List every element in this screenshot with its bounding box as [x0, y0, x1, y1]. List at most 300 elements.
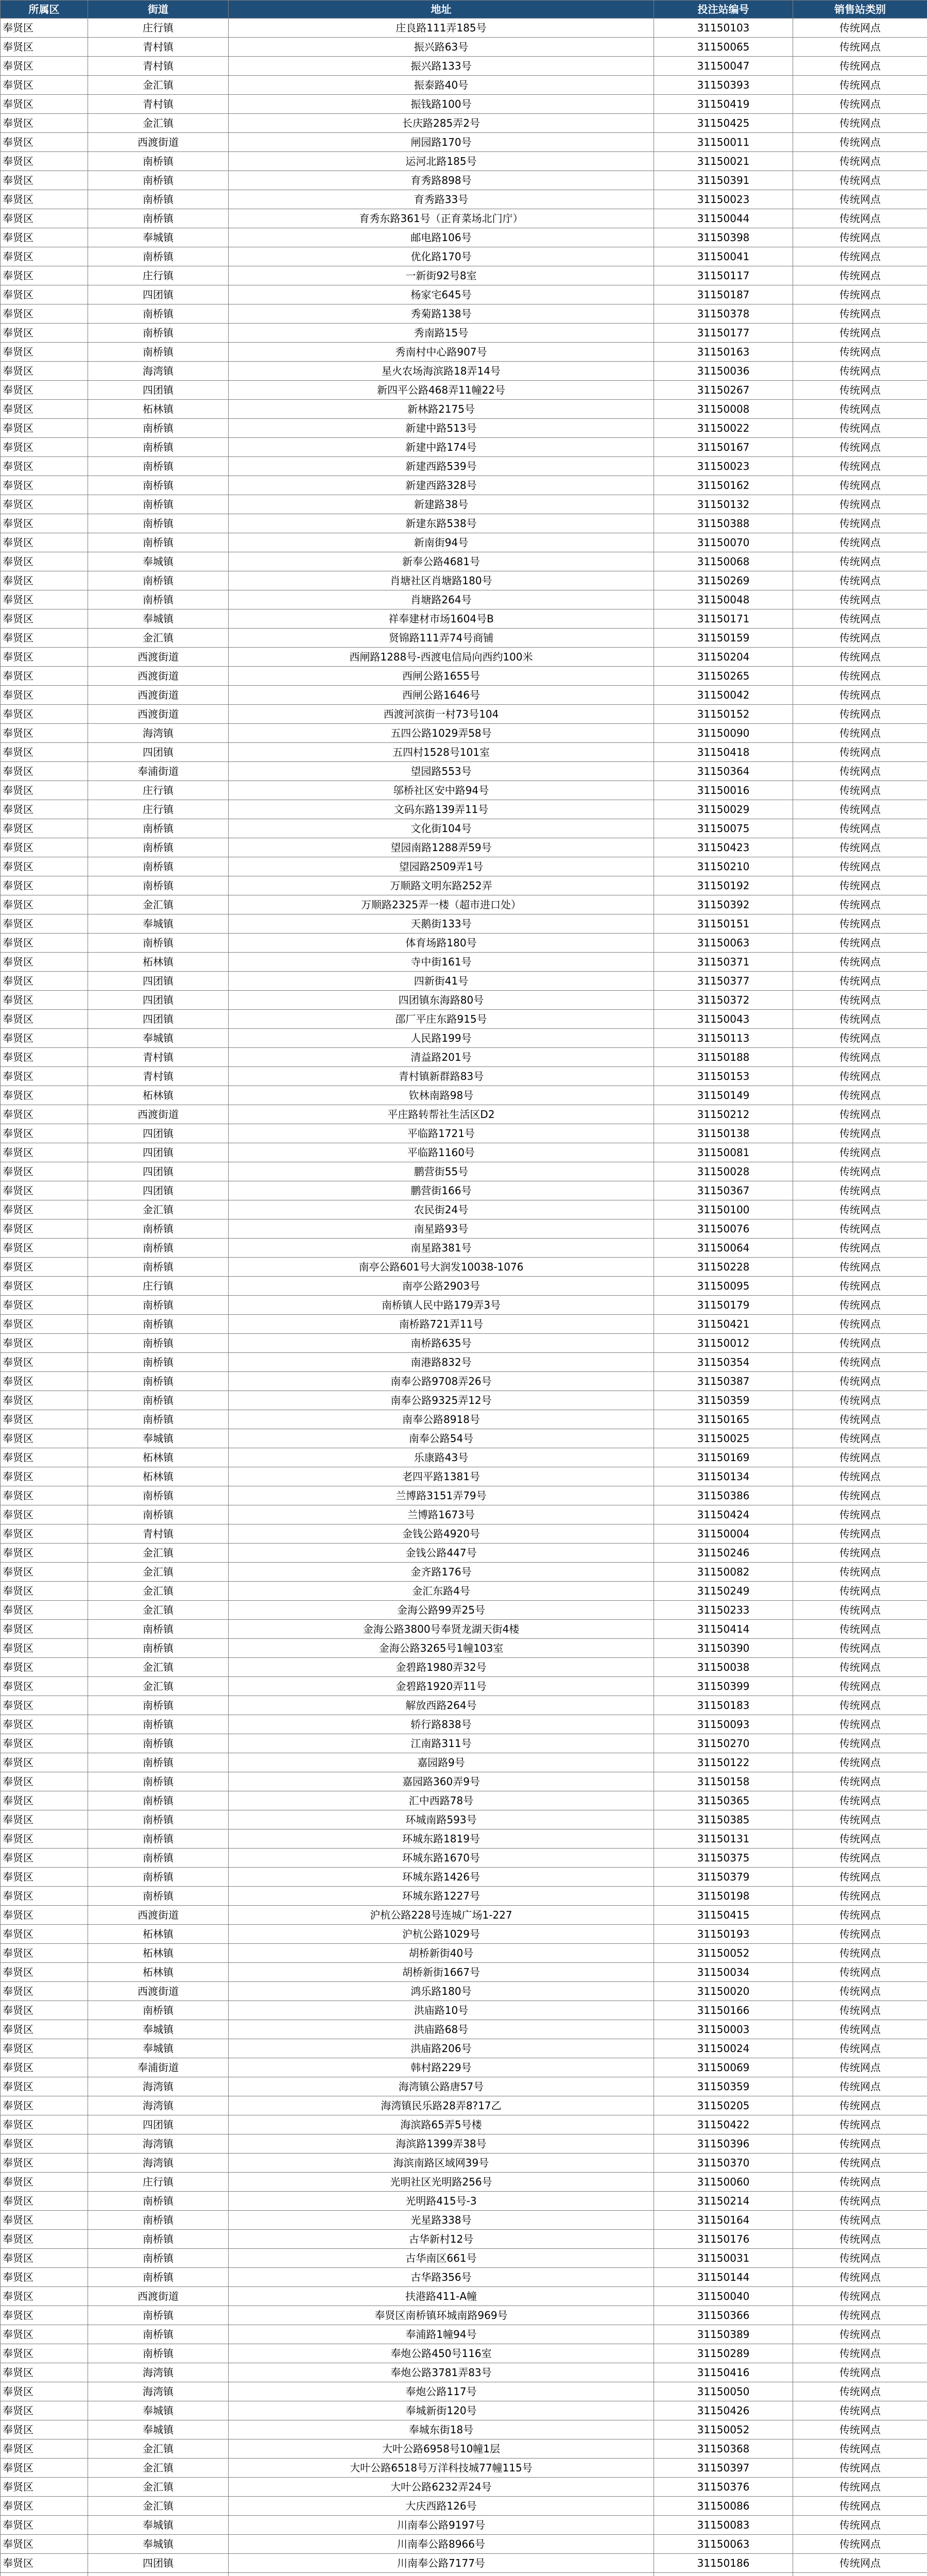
address-cell: 环城东路1819号 [229, 1829, 654, 1849]
station-type-cell: 传统网点 [793, 1677, 927, 1696]
street-cell: 金汇镇 [88, 1677, 229, 1696]
station-number-cell: 31150153 [654, 1067, 793, 1086]
street-cell: 南桥镇 [88, 1639, 229, 1658]
station-type-cell: 传统网点 [793, 2516, 927, 2535]
district-cell: 奉贤区 [1, 1906, 88, 1925]
street-cell: 庄行镇 [88, 19, 229, 38]
table-row [1, 2154, 927, 2173]
station-number-cell: 31150166 [654, 2001, 793, 2020]
district-cell: 奉贤区 [1, 114, 88, 133]
address-cell: 闸园路170号 [229, 133, 654, 152]
district-cell: 奉贤区 [1, 2268, 88, 2287]
table-row [1, 1734, 927, 1753]
table-row [1, 1181, 927, 1200]
address-cell: 金汇东路4号 [229, 1582, 654, 1601]
district-cell: 奉贤区 [1, 819, 88, 838]
address-cell: 望园路2509弄1号 [229, 857, 654, 876]
station-type-cell: 传统网点 [793, 667, 927, 686]
street-cell: 南桥镇 [88, 1410, 229, 1429]
station-number-cell: 31150151 [654, 914, 793, 934]
district-cell: 奉贤区 [1, 457, 88, 476]
district-cell: 奉贤区 [1, 2192, 88, 2211]
address-cell: 大叶公路6232弄24号 [229, 2478, 654, 2497]
station-number-cell: 31150177 [654, 324, 793, 343]
table-row [1, 1315, 927, 1334]
address-cell: 光明路415号-3 [229, 2192, 654, 2211]
station-type-cell: 传统网点 [793, 285, 927, 304]
address-cell: 环城东路1426号 [229, 1868, 654, 1887]
address-cell: 鸿乐路180号 [229, 1982, 654, 2001]
street-cell: 南桥镇 [88, 1734, 229, 1753]
district-cell: 奉贤区 [1, 1944, 88, 1963]
table-row [1, 2268, 927, 2287]
station-type-cell: 传统网点 [793, 1524, 927, 1544]
station-number-cell: 31150415 [654, 1906, 793, 1925]
address-cell: 洪庙路10号 [229, 2001, 654, 2020]
table-row [1, 1067, 927, 1086]
station-number-cell: 31150042 [654, 686, 793, 705]
station-type-cell: 传统网点 [793, 381, 927, 400]
station-number-cell: 31150359 [654, 1391, 793, 1410]
table-row [1, 2173, 927, 2192]
address-cell: 新建中路174号 [229, 438, 654, 457]
district-cell: 奉贤区 [1, 1296, 88, 1315]
station-number-cell: 31150064 [654, 1239, 793, 1258]
station-type-cell: 传统网点 [793, 343, 927, 362]
district-cell: 奉贤区 [1, 2020, 88, 2039]
station-type-cell: 传统网点 [793, 2020, 927, 2039]
district-cell: 奉贤区 [1, 1849, 88, 1868]
address-cell: 新林路2175号 [229, 400, 654, 419]
address-cell: 轿行路838号 [229, 1715, 654, 1734]
station-type-cell: 传统网点 [793, 1410, 927, 1429]
station-type-cell: 传统网点 [793, 247, 927, 266]
station-type-cell: 传统网点 [793, 1200, 927, 1219]
table-row [1, 1162, 927, 1181]
street-cell: 庄行镇 [88, 800, 229, 819]
table-row [1, 1410, 927, 1429]
district-cell: 奉贤区 [1, 2211, 88, 2230]
district-cell: 奉贤区 [1, 285, 88, 304]
table-row [1, 876, 927, 895]
street-cell: 四团镇 [88, 381, 229, 400]
address-cell: 邮电路106号 [229, 228, 654, 247]
district-cell: 奉贤区 [1, 190, 88, 209]
station-number-cell: 31150183 [654, 1696, 793, 1715]
district-cell: 奉贤区 [1, 1410, 88, 1429]
station-number-cell: 31150179 [654, 1296, 793, 1315]
street-cell: 南桥镇 [88, 533, 229, 552]
address-cell: 新建西路328号 [229, 476, 654, 495]
station-type-cell: 传统网点 [793, 133, 927, 152]
table-row [1, 2249, 927, 2268]
street-cell: 西渡街道 [88, 1982, 229, 2001]
table-row [1, 1277, 927, 1296]
street-cell: 西渡街道 [88, 667, 229, 686]
table-row [1, 2230, 927, 2249]
station-number-cell: 31150289 [654, 2344, 793, 2363]
street-cell: 青村镇 [88, 1524, 229, 1544]
district-cell: 奉贤区 [1, 1810, 88, 1829]
street-cell: 四团镇 [88, 1143, 229, 1162]
table-row [1, 590, 927, 609]
table-row [1, 2439, 927, 2459]
station-type-cell: 传统网点 [793, 2077, 927, 2096]
station-type-cell: 传统网点 [793, 2287, 927, 2306]
station-type-cell: 传统网点 [793, 1753, 927, 1772]
station-number-cell: 31150023 [654, 190, 793, 209]
address-cell: 新建东路538号 [229, 514, 654, 533]
station-number-cell: 31150044 [654, 209, 793, 228]
table-row [1, 1219, 927, 1239]
address-cell [229, 2573, 654, 2576]
station-number-cell: 31150070 [654, 533, 793, 552]
station-number-cell: 31150167 [654, 438, 793, 457]
district-cell: 奉贤区 [1, 1925, 88, 1944]
street-cell: 金汇镇 [88, 1601, 229, 1620]
district-cell: 奉贤区 [1, 781, 88, 800]
station-number-cell: 31150396 [654, 2134, 793, 2154]
table-row [1, 629, 927, 648]
table-body [1, 19, 927, 2576]
station-number-cell: 31150372 [654, 991, 793, 1010]
station-type-cell: 传统网点 [793, 400, 927, 419]
address-cell: 海湾镇公路唐57号 [229, 2077, 654, 2096]
address-cell: 育秀路898号 [229, 171, 654, 190]
street-cell: 海湾镇 [88, 2134, 229, 2154]
table-row [1, 1334, 927, 1353]
table-row [1, 648, 927, 667]
station-number-cell: 31150418 [654, 743, 793, 762]
address-cell: 嘉园路360弄9号 [229, 1772, 654, 1791]
address-cell: 大叶公路6518号万洋科技城77幢115号 [229, 2459, 654, 2478]
address-cell: 胡桥新街40号 [229, 1944, 654, 1963]
table-row [1, 400, 927, 419]
district-cell: 奉贤区 [1, 2459, 88, 2478]
station-type-cell: 传统网点 [793, 953, 927, 972]
table-row [1, 552, 927, 571]
district-cell: 奉贤区 [1, 1219, 88, 1239]
table-row [1, 1582, 927, 1601]
address-cell: 四团镇东海路80号 [229, 991, 654, 1010]
table-row [1, 285, 927, 304]
table-row [1, 686, 927, 705]
station-number-cell: 31150169 [654, 1448, 793, 1467]
station-number-cell: 31150393 [654, 76, 793, 95]
address-cell: 一新街92号8室 [229, 266, 654, 285]
station-type-cell: 传统网点 [793, 1448, 927, 1467]
station-number-cell: 31150399 [654, 1677, 793, 1696]
table-row [1, 819, 927, 838]
station-number-cell: 31150163 [654, 343, 793, 362]
district-cell: 奉贤区 [1, 991, 88, 1010]
station-type-cell: 传统网点 [793, 2497, 927, 2516]
station-type-cell: 传统网点 [793, 228, 927, 247]
district-cell: 奉贤区 [1, 2535, 88, 2554]
station-type-cell: 传统网点 [793, 1219, 927, 1239]
station-number-cell: 31150158 [654, 1772, 793, 1791]
district-cell: 奉贤区 [1, 304, 88, 324]
station-type-cell: 传统网点 [793, 324, 927, 343]
station-number-cell: 31150069 [654, 2058, 793, 2077]
station-number-cell: 31150025 [654, 1429, 793, 1448]
table-row [1, 133, 927, 152]
street-cell: 南桥镇 [88, 2230, 229, 2249]
table-row [1, 1143, 927, 1162]
street-cell: 金汇镇 [88, 1658, 229, 1677]
street-cell: 金汇镇 [88, 76, 229, 95]
street-cell: 金汇镇 [88, 1200, 229, 1219]
station-type-cell: 传统网点 [793, 2420, 927, 2439]
station-number-cell: 31150038 [654, 1658, 793, 1677]
street-cell: 奉城镇 [88, 228, 229, 247]
street-cell: 奉城镇 [88, 609, 229, 629]
station-type-cell: 传统网点 [793, 648, 927, 667]
station-type-cell: 传统网点 [793, 457, 927, 476]
district-cell: 奉贤区 [1, 1086, 88, 1105]
street-cell: 西渡街道 [88, 686, 229, 705]
station-number-cell: 31150423 [654, 838, 793, 857]
district-cell: 奉贤区 [1, 2382, 88, 2401]
district-cell: 奉贤区 [1, 1143, 88, 1162]
district-cell: 奉贤区 [1, 266, 88, 285]
address-cell: 优化路170号 [229, 247, 654, 266]
table-row [1, 1239, 927, 1258]
street-cell: 海湾镇 [88, 2154, 229, 2173]
station-type-cell: 传统网点 [793, 800, 927, 819]
district-cell: 奉贤区 [1, 1505, 88, 1524]
station-number-cell: 31150419 [654, 95, 793, 114]
table-row [1, 209, 927, 228]
district-cell: 奉贤区 [1, 1239, 88, 1258]
address-cell: 海滨路1399弄38号 [229, 2134, 654, 2154]
station-type-cell: 传统网点 [793, 1124, 927, 1143]
table-row [1, 228, 927, 247]
district-cell: 奉贤区 [1, 1677, 88, 1696]
station-number-cell [654, 2573, 793, 2576]
table-row [1, 2115, 927, 2134]
table-row [1, 2134, 927, 2154]
station-number-cell: 31150424 [654, 1505, 793, 1524]
street-cell: 南桥镇 [88, 514, 229, 533]
table-row [1, 2554, 927, 2573]
district-cell: 奉贤区 [1, 2478, 88, 2497]
district-cell: 奉贤区 [1, 209, 88, 228]
station-type-cell: 传统网点 [793, 362, 927, 381]
station-type-cell: 传统网点 [793, 2382, 927, 2401]
street-cell: 奉城镇 [88, 2401, 229, 2420]
district-cell: 奉贤区 [1, 438, 88, 457]
table-row [1, 609, 927, 629]
street-cell: 金汇镇 [88, 2459, 229, 2478]
station-number-cell: 31150379 [654, 1868, 793, 1887]
street-cell: 西渡街道 [88, 2287, 229, 2306]
district-cell: 奉贤区 [1, 2096, 88, 2115]
station-number-cell: 31150003 [654, 2020, 793, 2039]
district-cell: 奉贤区 [1, 1372, 88, 1391]
street-cell: 奉城镇 [88, 2420, 229, 2439]
street-cell: 金汇镇 [88, 2478, 229, 2497]
table-row [1, 934, 927, 953]
table-row [1, 57, 927, 76]
station-type-cell [793, 2573, 927, 2576]
table-row [1, 1429, 927, 1448]
station-type-cell: 传统网点 [793, 438, 927, 457]
table-row [1, 152, 927, 171]
station-number-cell: 31150060 [654, 2173, 793, 2192]
district-cell: 奉贤区 [1, 1010, 88, 1029]
address-cell: 文码东路139弄11号 [229, 800, 654, 819]
station-number-cell: 31150131 [654, 1829, 793, 1849]
street-cell: 西渡街道 [88, 1105, 229, 1124]
station-number-cell: 31150416 [654, 2363, 793, 2382]
district-cell: 奉贤区 [1, 1524, 88, 1544]
address-cell: 文化街104号 [229, 819, 654, 838]
district-cell: 奉贤区 [1, 1868, 88, 1887]
table-row [1, 2096, 927, 2115]
station-number-cell: 31150159 [654, 629, 793, 648]
street-cell: 南桥镇 [88, 476, 229, 495]
address-cell: 大庆西路126号 [229, 2497, 654, 2516]
table-row [1, 2344, 927, 2363]
table-row [1, 1620, 927, 1639]
street-cell: 南桥镇 [88, 324, 229, 343]
district-cell: 奉贤区 [1, 228, 88, 247]
station-type-cell: 传统网点 [793, 1849, 927, 1868]
station-type-cell: 传统网点 [793, 1277, 927, 1296]
street-cell: 南桥镇 [88, 2344, 229, 2363]
address-cell: 扶港路411-A幢 [229, 2287, 654, 2306]
address-cell: 韩村路229号 [229, 2058, 654, 2077]
table-row [1, 2573, 927, 2576]
street-cell: 南桥镇 [88, 876, 229, 895]
district-cell: 奉贤区 [1, 1029, 88, 1048]
header-row [1, 1, 927, 19]
station-number-cell: 31150390 [654, 1639, 793, 1658]
station-type-cell: 传统网点 [793, 2001, 927, 2020]
station-type-cell: 传统网点 [793, 1067, 927, 1086]
address-cell: 西闸路1288号-西渡电信局向西约100米 [229, 648, 654, 667]
station-type-cell: 传统网点 [793, 590, 927, 609]
station-type-cell: 传统网点 [793, 1086, 927, 1105]
district-cell: 奉贤区 [1, 2420, 88, 2439]
district-cell: 奉贤区 [1, 953, 88, 972]
address-cell: 西闸公路1655号 [229, 667, 654, 686]
street-cell: 奉浦街道 [88, 2058, 229, 2077]
table-row [1, 1544, 927, 1563]
station-type-cell: 传统网点 [793, 1810, 927, 1829]
station-number-cell: 31150024 [654, 2039, 793, 2058]
station-type-cell: 传统网点 [793, 914, 927, 934]
table-row [1, 571, 927, 590]
station-number-cell: 31150371 [654, 953, 793, 972]
table-row [1, 2535, 927, 2554]
table-row [1, 1524, 927, 1544]
station-number-cell: 31150022 [654, 419, 793, 438]
street-cell: 柘林镇 [88, 1086, 229, 1105]
district-cell: 奉贤区 [1, 743, 88, 762]
station-number-cell: 31150376 [654, 2478, 793, 2497]
station-number-cell: 31150152 [654, 705, 793, 724]
district-cell: 奉贤区 [1, 1315, 88, 1334]
address-cell: 振兴路63号 [229, 38, 654, 57]
address-cell: 解放西路264号 [229, 1696, 654, 1715]
station-number-cell: 31150246 [654, 1544, 793, 1563]
district-cell: 奉贤区 [1, 629, 88, 648]
address-cell: 兰博路1673号 [229, 1505, 654, 1524]
district-cell: 奉贤区 [1, 914, 88, 934]
district-cell: 奉贤区 [1, 1791, 88, 1810]
address-cell: 老四平路1381号 [229, 1467, 654, 1486]
address-cell: 振兴路133号 [229, 57, 654, 76]
street-cell: 南桥镇 [88, 1715, 229, 1734]
street-cell: 金汇镇 [88, 1582, 229, 1601]
address-cell: 平临路1721号 [229, 1124, 654, 1143]
street-cell: 南桥镇 [88, 495, 229, 514]
street-cell: 西渡街道 [88, 1906, 229, 1925]
station-type-cell: 传统网点 [793, 495, 927, 514]
address-cell: 洪庙路206号 [229, 2039, 654, 2058]
district-cell: 奉贤区 [1, 648, 88, 667]
station-number-cell: 31150117 [654, 266, 793, 285]
district-cell: 奉贤区 [1, 762, 88, 781]
station-number-cell: 31150036 [654, 362, 793, 381]
address-cell: 鹏营街55号 [229, 1162, 654, 1181]
station-type-cell: 传统网点 [793, 857, 927, 876]
street-cell: 四团镇 [88, 1124, 229, 1143]
district-cell: 奉贤区 [1, 1887, 88, 1906]
address-cell: 金齐路176号 [229, 1563, 654, 1582]
street-cell: 四团镇 [88, 1162, 229, 1181]
station-number-cell: 31150387 [654, 1372, 793, 1391]
district-cell: 奉贤区 [1, 2516, 88, 2535]
station-number-cell: 31150138 [654, 1124, 793, 1143]
station-number-cell: 31150359 [654, 2077, 793, 2096]
station-type-cell: 传统网点 [793, 934, 927, 953]
table-row [1, 343, 927, 362]
district-cell: 奉贤区 [1, 934, 88, 953]
table-row [1, 1105, 927, 1124]
street-cell: 四团镇 [88, 2554, 229, 2573]
station-number-cell: 31150198 [654, 1887, 793, 1906]
table-row [1, 1772, 927, 1791]
address-cell: 邬桥社区安中路94号 [229, 781, 654, 800]
street-cell: 南桥镇 [88, 819, 229, 838]
table-row [1, 781, 927, 800]
station-type-cell: 传统网点 [793, 2096, 927, 2115]
table-row [1, 1448, 927, 1467]
table-row [1, 2420, 927, 2439]
station-type-cell: 传统网点 [793, 1620, 927, 1639]
street-cell: 南桥镇 [88, 1505, 229, 1524]
district-cell: 奉贤区 [1, 705, 88, 724]
address-cell: 南桥路721弄11号 [229, 1315, 654, 1334]
station-type-cell: 传统网点 [793, 2306, 927, 2325]
street-cell: 南桥镇 [88, 1887, 229, 1906]
district-cell: 奉贤区 [1, 2001, 88, 2020]
address-cell: 南亭公路601号大润发10038-1076 [229, 1258, 654, 1277]
street-cell: 金汇镇 [88, 1544, 229, 1563]
street-cell: 南桥镇 [88, 1829, 229, 1849]
station-number-cell: 31150270 [654, 1734, 793, 1753]
station-type-cell: 传统网点 [793, 895, 927, 914]
street-cell: 庄行镇 [88, 781, 229, 800]
station-type-cell: 传统网点 [793, 991, 927, 1010]
address-cell: 海滨路65弄5号楼 [229, 2115, 654, 2134]
address-cell: 川南奉公路7177号 [229, 2554, 654, 2573]
district-cell: 奉贤区 [1, 2497, 88, 2516]
address-cell: 南奉公路8918号 [229, 1410, 654, 1429]
